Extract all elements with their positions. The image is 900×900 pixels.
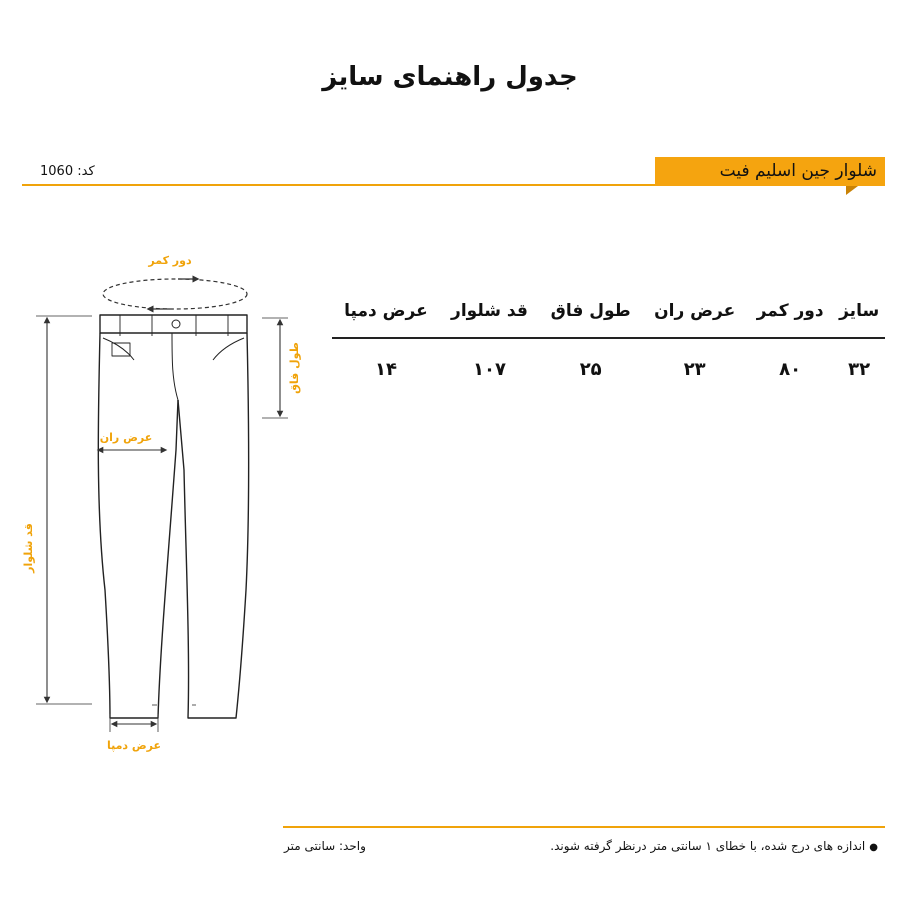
size-table (332, 285, 885, 399)
page-title: جدول راهنمای سایز (322, 62, 578, 92)
cell-hem: ۱۴ (374, 358, 397, 380)
length-measure-icon (36, 316, 92, 704)
jeans-diagram (0, 230, 330, 770)
product-tab-fold (846, 186, 858, 195)
bullet-icon: ● (869, 842, 878, 853)
hem-measure-icon (110, 714, 158, 732)
header-divider (22, 184, 657, 186)
header-length: قد شلوار (440, 285, 539, 338)
hem-label: عرض دمپا (106, 739, 162, 752)
product-code (40, 164, 95, 179)
jeans-outline (98, 315, 248, 718)
length-label: قد شلوار (22, 523, 35, 573)
waist-label: دور کمر (148, 254, 192, 267)
thigh-label: عرض ران (99, 431, 153, 444)
cell-size: ۳۲ (848, 358, 871, 380)
footer-unit: واحد: سانتی متر (284, 839, 366, 853)
rise-measure-icon (262, 318, 288, 418)
table-header-row (332, 285, 885, 338)
waist-measure-icon (103, 279, 247, 309)
header-thigh: عرض ران (642, 285, 747, 338)
footer-note-text: اندازه های درج شده، با خطای ۱ سانتی متر درنظر گرفته شوند. (550, 839, 866, 853)
cell-thigh: ۲۳ (683, 358, 706, 380)
product-code-value: 1060 (40, 164, 74, 179)
rise-label: طول فاق (288, 342, 301, 394)
footer-note (550, 839, 878, 853)
product-code-label: کد: (77, 164, 95, 179)
cell-length: ۱۰۷ (472, 358, 506, 380)
header-waist: دور کمر (747, 285, 833, 338)
cell-rise: ۲۵ (579, 358, 602, 380)
product-name-tab: شلوار جین اسلیم فیت (655, 157, 885, 186)
header-hem: عرض دمپا (332, 285, 440, 338)
footer-divider (283, 826, 885, 828)
header-rise: طول فاق (539, 285, 642, 338)
cell-waist: ۸۰ (779, 358, 802, 380)
header-size: سایز (833, 285, 885, 338)
table-row (332, 338, 885, 399)
